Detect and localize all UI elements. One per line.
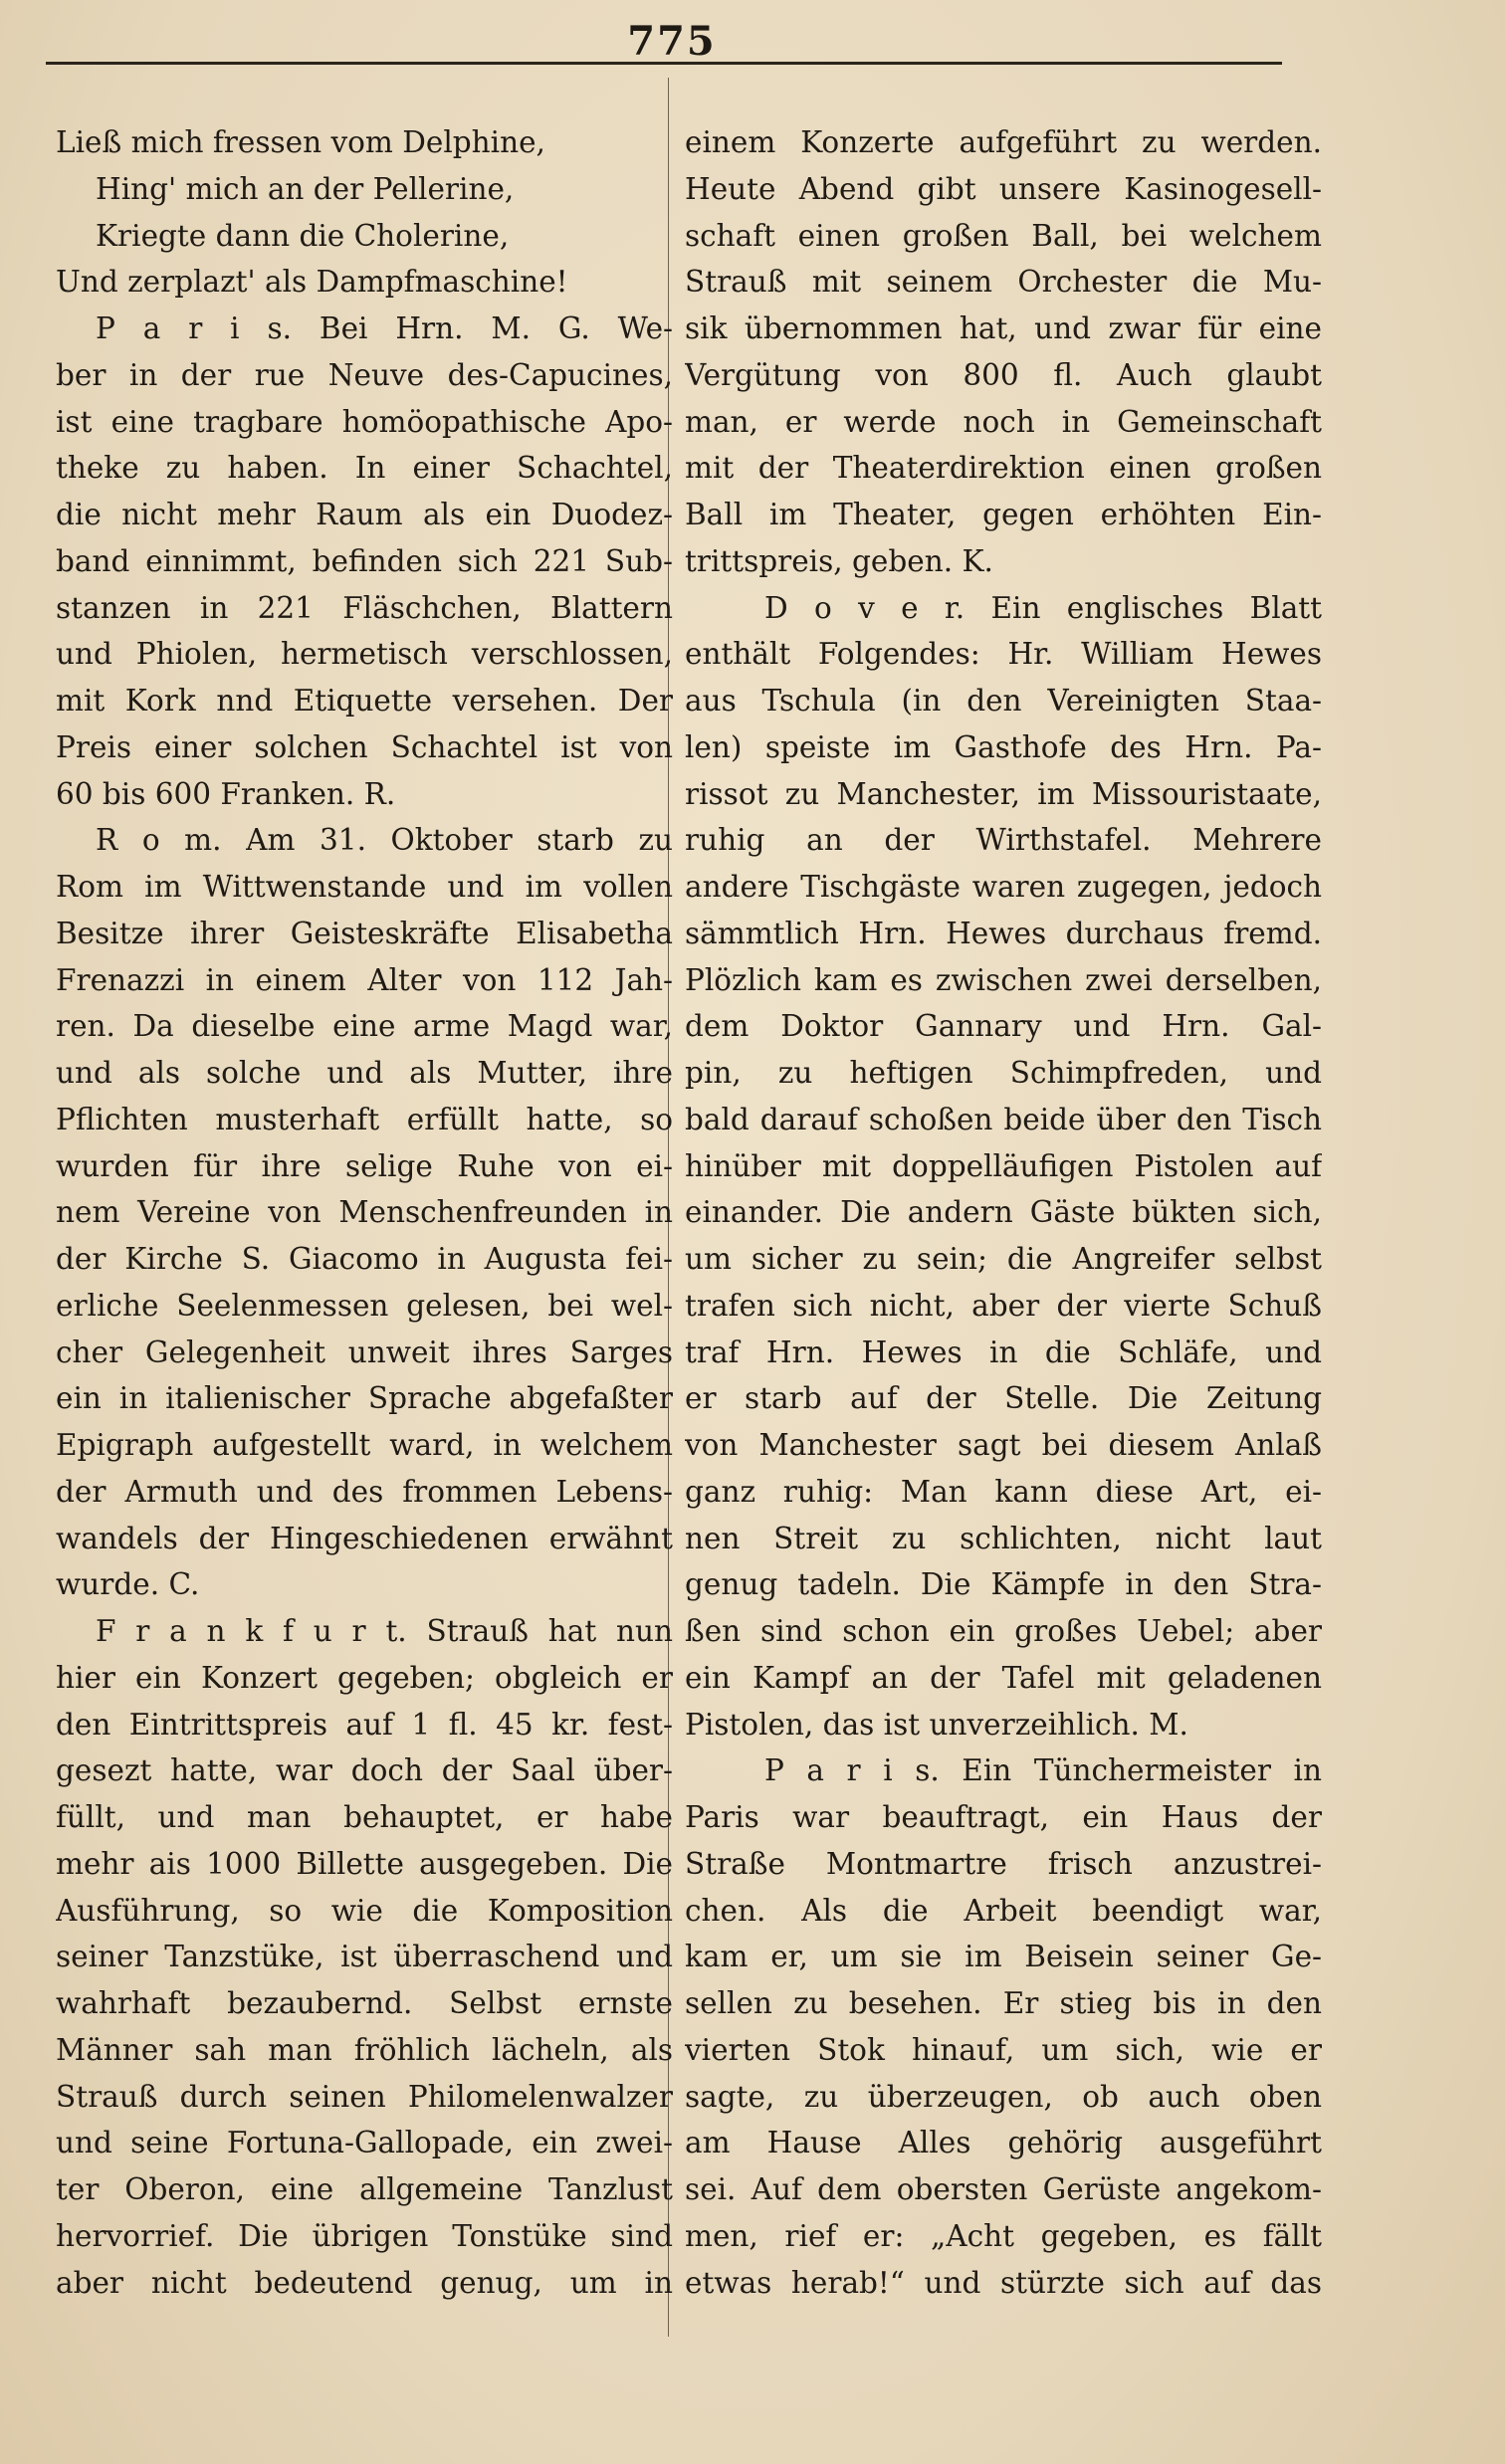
- left-column: [56, 119, 673, 2306]
- left-column-line: Rom im Wittwenstande und im vollen: [56, 870, 673, 904]
- right-column-line: Paris war beauftragt, ein Haus der: [685, 1800, 1322, 1834]
- right-column-line: ganz ruhig: Man kann diese Art, ei-: [685, 1474, 1322, 1509]
- right-column-line: chen. Als die Arbeit beendigt war,: [685, 1893, 1322, 1928]
- right-column-line: sik übernommen hat, und zwar für eine: [685, 311, 1322, 345]
- left-column-line: Ausführung, so wie die Komposition: [56, 1893, 673, 1928]
- left-column-line: wurden für ihre selige Ruhe von ei-: [56, 1148, 673, 1183]
- left-column-line: Ließ mich fressen vom Delphine,: [56, 125, 545, 159]
- left-column-line: Preis einer solchen Schachtel ist von: [56, 729, 673, 764]
- left-column-line: und seine Fortuna-Gallopade, ein zwei-: [56, 2126, 673, 2160]
- left-column-line: füllt, und man behauptet, er habe: [56, 1800, 673, 1834]
- right-column-line: etwas herab!“ und stürzte sich auf das: [685, 2265, 1322, 2300]
- right-column-line: enthält Folgendes: Hr. William Hewes: [685, 637, 1322, 672]
- left-column-line: stanzen in 221 Fläschchen, Blattern: [56, 590, 673, 625]
- right-column-line: einander. Die andern Gäste bükten sich,: [685, 1195, 1322, 1230]
- left-column-line: P a r i s. Bei Hrn. M. G. We-: [96, 311, 673, 345]
- right-column-line: genug tadeln. Die Kämpfe in den Stra-: [685, 1567, 1322, 1602]
- left-column-line: erliche Seelenmessen gelesen, bei wel-: [56, 1288, 673, 1323]
- left-column-line: der Armuth und des frommen Lebens-: [56, 1474, 673, 1509]
- left-column-line: Strauß durch seinen Philomelenwalzer: [56, 2079, 673, 2114]
- left-column-line: gesezt hatte, war doch der Saal über-: [56, 1753, 673, 1788]
- right-column-line: man, er werde noch in Gemeinschaft: [685, 404, 1322, 439]
- left-column-line: der Kirche S. Giacomo in Augusta fei-: [56, 1242, 673, 1276]
- right-column-line: Straße Montmartre frisch anzustrei-: [685, 1846, 1322, 1881]
- right-column-line: schaft einen großen Ball, bei welchem: [685, 218, 1322, 253]
- left-column-line: Kriegte dann die Cholerine,: [96, 218, 510, 253]
- left-column-line: und Phiolen, hermetisch verschlossen,: [56, 637, 673, 672]
- left-column-line: nem Vereine von Menschenfreunden in: [56, 1195, 673, 1230]
- left-column-line: F r a n k f u r t. Strauß hat nun: [96, 1614, 673, 1648]
- left-column-line: 60 bis 600 Franken. R.: [56, 776, 396, 811]
- right-column-line: dem Doktor Gannary und Hrn. Gal-: [685, 1009, 1322, 1044]
- right-column-line: traf Hrn. Hewes in die Schläfe, und: [685, 1335, 1322, 1369]
- right-column-line: Plözlich kam es zwischen zwei derselben,: [685, 962, 1322, 997]
- right-column-line: Strauß mit seinem Orchester die Mu-: [685, 265, 1322, 300]
- right-column-line: sämmtlich Hrn. Hewes durchaus fremd.: [685, 916, 1322, 950]
- right-column-line: nen Streit zu schlichten, nicht laut: [685, 1521, 1322, 1555]
- left-column-line: R o m. Am 31. Oktober starb zu: [96, 823, 673, 858]
- right-column-line: vierten Stok hinauf, um sich, wie er: [685, 2032, 1322, 2067]
- right-column-line: rissot zu Manchester, im Missouristaate,: [685, 776, 1322, 811]
- right-column-line: Pistolen, das ist unverzeihlich. M.: [685, 1707, 1188, 1742]
- left-column-line: ber in der rue Neuve des-Capucines,: [56, 357, 673, 392]
- left-column-line: aber nicht bedeutend genug, um in: [56, 2265, 673, 2300]
- right-column-line: hinüber mit doppelläufigen Pistolen auf: [685, 1148, 1322, 1183]
- right-column-line: trittspreis, geben. K.: [685, 543, 993, 578]
- left-column-line: theke zu haben. In einer Schachtel,: [56, 451, 673, 486]
- right-column-line: kam er, um sie im Beisein seiner Ge-: [685, 1940, 1322, 1974]
- right-column-line: er starb auf der Stelle. Die Zeitung: [685, 1381, 1322, 1416]
- left-column-line: ter Oberon, eine allgemeine Tanzlust: [56, 2172, 673, 2206]
- right-column-line: Heute Abend gibt unsere Kasinogesell-: [685, 171, 1322, 206]
- left-column-line: seiner Tanzstüke, ist überraschend und: [56, 1940, 673, 1974]
- left-column-line: Frenazzi in einem Alter von 112 Jah-: [56, 962, 673, 997]
- right-column-line: pin, zu heftigen Schimpfreden, und: [685, 1056, 1322, 1090]
- right-column-line: ßen sind schon ein großes Uebel; aber: [685, 1614, 1322, 1648]
- header-rule: [46, 62, 1282, 65]
- right-column-line: mit der Theaterdirektion einen großen: [685, 451, 1322, 486]
- right-column-line: sagte, zu überzeugen, ob auch oben: [685, 2079, 1322, 2114]
- right-column-line: D o v e r. Ein englisches Blatt: [764, 590, 1322, 625]
- right-column-line: men, rief er: „Acht gegeben, es fällt: [685, 2218, 1322, 2253]
- left-column-line: ein in italienischer Sprache abgefaßter: [56, 1381, 673, 1416]
- right-column-line: P a r i s. Ein Tünchermeister in: [764, 1753, 1322, 1788]
- left-column-line: mit Kork nnd Etiquette versehen. Der: [56, 684, 673, 718]
- left-column-line: ist eine tragbare homöopathische Apo-: [56, 404, 673, 439]
- right-column-line: bald darauf schoßen beide über den Tisch: [685, 1102, 1322, 1136]
- right-column-line: um sicher zu sein; die Angreifer selbst: [685, 1242, 1322, 1276]
- left-column-line: Besitze ihrer Geisteskräfte Elisabetha: [56, 916, 673, 950]
- right-column-line: sellen zu besehen. Er stieg bis in den: [685, 1986, 1322, 2020]
- left-column-line: mehr ais 1000 Billette ausgegeben. Die: [56, 1846, 673, 1881]
- right-column: [685, 119, 1322, 2306]
- left-column-line: Pflichten musterhaft erfüllt hatte, so: [56, 1102, 673, 1136]
- left-column-line: wahrhaft bezaubernd. Selbst ernste: [56, 1986, 673, 2020]
- left-column-line: Hing' mich an der Pellerine,: [96, 171, 515, 206]
- right-column-line: ein Kampf an der Tafel mit geladenen: [685, 1660, 1322, 1695]
- left-column-line: wandels der Hingeschiedenen erwähnt: [56, 1521, 673, 1555]
- right-column-line: einem Konzerte aufgeführt zu werden.: [685, 125, 1322, 159]
- right-column-line: andere Tischgäste waren zugegen, jedoch: [685, 870, 1322, 904]
- right-column-line: trafen sich nicht, aber der vierte Schuß: [685, 1288, 1322, 1323]
- left-column-line: cher Gelegenheit unweit ihres Sarges: [56, 1335, 673, 1369]
- left-column-line: band einnimmt, befinden sich 221 Sub-: [56, 543, 673, 578]
- right-column-line: ruhig an der Wirthstafel. Mehrere: [685, 823, 1322, 858]
- right-column-line: aus Tschula (in den Vereinigten Staa-: [685, 684, 1322, 718]
- left-column-line: den Eintrittspreis auf 1 fl. 45 kr. fest-: [56, 1707, 673, 1742]
- right-column-line: von Manchester sagt bei diesem Anlaß: [685, 1428, 1322, 1462]
- right-column-line: sei. Auf dem obersten Gerüste angekom-: [685, 2172, 1322, 2206]
- left-column-line: ren. Da dieselbe eine arme Magd war,: [56, 1009, 673, 1044]
- left-column-line: Und zerplazt' als Dampfmaschine!: [56, 265, 568, 300]
- left-column-line: die nicht mehr Raum als ein Duodez-: [56, 498, 673, 531]
- left-column-line: Männer sah man fröhlich lächeln, als: [56, 2032, 673, 2067]
- right-column-line: len) speiste im Gasthofe des Hrn. Pa-: [685, 729, 1322, 764]
- right-column-line: Ball im Theater, gegen erhöhten Ein-: [685, 498, 1322, 531]
- left-column-line: und als solche und als Mutter, ihre: [56, 1056, 673, 1090]
- left-column-line: Epigraph aufgestellt ward, in welchem: [56, 1428, 673, 1462]
- right-column-line: Vergütung von 800 fl. Auch glaubt: [685, 357, 1322, 392]
- page-number: 775: [627, 18, 717, 65]
- left-column-line: hervorrief. Die übrigen Tonstüke sind: [56, 2218, 673, 2253]
- right-column-line: am Hause Alles gehörig ausgeführt: [685, 2126, 1322, 2160]
- left-column-line: wurde. C.: [56, 1567, 200, 1602]
- left-column-line: hier ein Konzert gegeben; obgleich er: [56, 1660, 673, 1695]
